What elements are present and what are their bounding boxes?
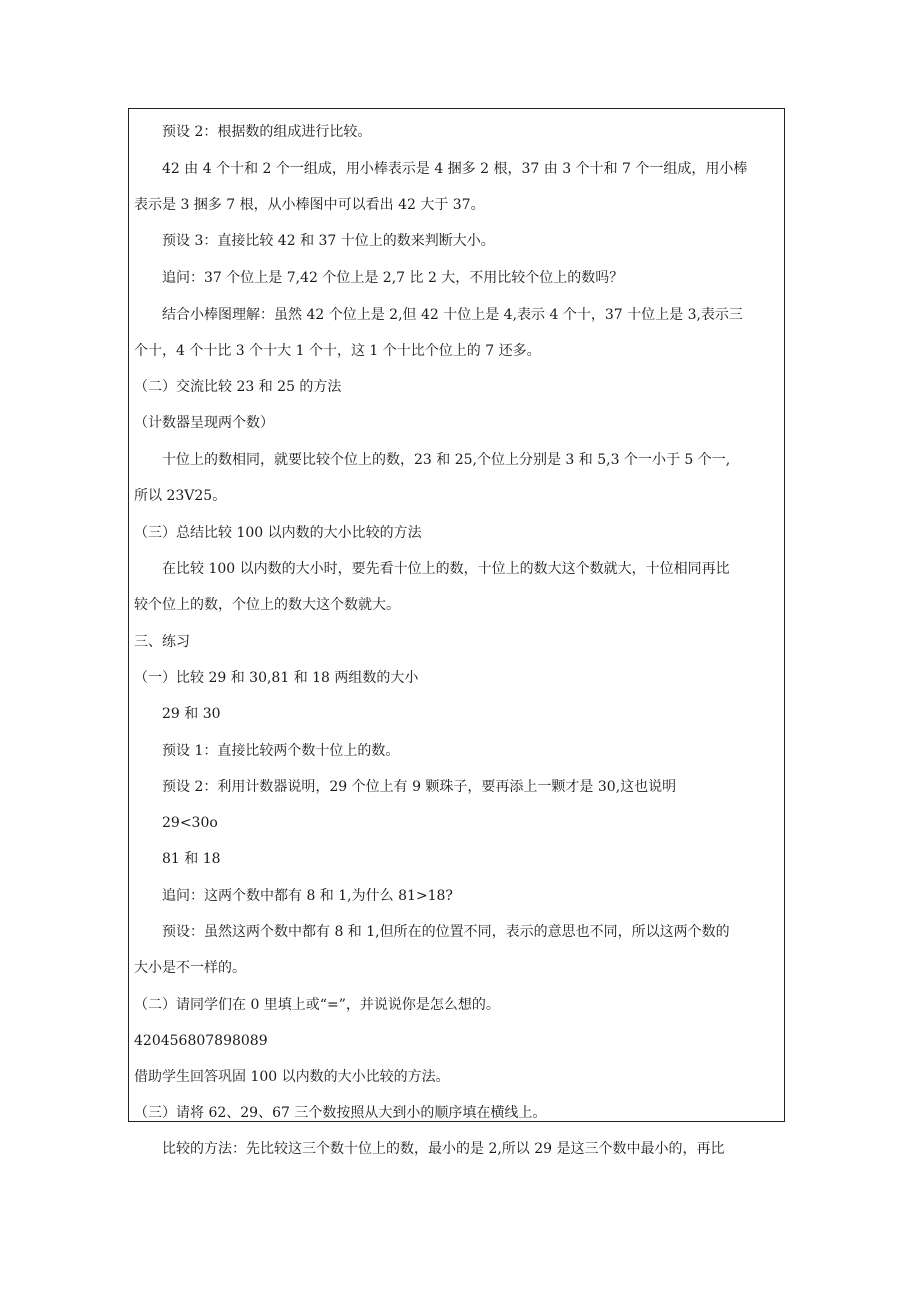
section-heading: （二）交流比较 23 和 25 的方法 (134, 379, 342, 395)
text-line: （计数器呈现两个数） (134, 415, 274, 431)
section-heading: （一）比较 29 和 30,81 和 18 两组数的大小 (134, 670, 419, 686)
text-line: 追问：37 个位上是 7,42 个位上是 2,7 比 2 大，不用比较个位上的数吗？ (162, 270, 624, 286)
section-heading: （二）请同学们在 0 里填上或“=”，并说说你是怎么想的。 (134, 997, 500, 1013)
section-heading: （三）请将 62、29、67 三个数按照从大到小的顺序填在横线上。 (134, 1105, 547, 1121)
text-line: 42 由 4 个十和 2 个一组成，用小棒表示是 4 捆多 2 根，37 由 3 个十和 7 个一组成，用小棒 (162, 161, 748, 177)
text-line: 420456807898089 (134, 1033, 268, 1049)
text-line: 所以 23V25。 (134, 488, 227, 504)
text-line: 大小是不一样的。 (134, 960, 246, 976)
text-line: 29<30o (162, 815, 218, 831)
text-line: 预设 2：利用计数器说明，29 个位上有 9 颗珠子，要再添上一颗才是 30,这也说明 (162, 779, 677, 795)
text-line: 在比较 100 以内数的大小时，要先看十位上的数，十位上的数大这个数就大，十位相同再比 (162, 561, 730, 577)
text-line: 追问：这两个数中都有 8 和 1,为什么 81>18? (162, 888, 453, 904)
text-line: 表示是 3 捆多 7 根，从小棒图中可以看出 42 大于 37。 (134, 197, 485, 213)
text-line: 较个位上的数，个位上的数大这个数就大。 (134, 597, 400, 613)
text-line: 预设：虽然这两个数中都有 8 和 1,但所在的位置不同，表示的意思也不同，所以这两个数的 (162, 924, 730, 940)
text-line: 预设 1：直接比较两个数十位上的数。 (162, 743, 400, 759)
text-line: 个十，4 个十比 3 个十大 1 个十，这 1 个十比个位上的 7 还多。 (134, 343, 541, 359)
text-line: 预设 3：直接比较 42 和 37 十位上的数来判断大小。 (162, 233, 495, 249)
text-line-below-table: 比较的方法：先比较这三个数十位上的数，最小的是 2,所以 29 是这三个数中最小的，再比 (162, 1141, 725, 1157)
text-line: 29 和 30 (162, 706, 221, 722)
text-line: 结合小棒图理解：虽然 42 个位上是 2,但 42 十位上是 4,表示 4 个十，37 十位上是 3,表示三 (162, 307, 743, 323)
text-line: 借助学生回答巩固 100 以内数的大小比较的方法。 (134, 1069, 450, 1085)
section-heading: （三）总结比较 100 以内数的大小比较的方法 (134, 525, 422, 541)
text-line: 81 和 18 (162, 851, 221, 867)
text-line: 预设 2：根据数的组成进行比较。 (162, 124, 372, 140)
text-line: 十位上的数相同，就要比较个位上的数，23 和 25,个位上分别是 3 和 5,3 个一小于 5 个一, (162, 452, 731, 468)
section-heading: 三、练习 (134, 634, 190, 650)
